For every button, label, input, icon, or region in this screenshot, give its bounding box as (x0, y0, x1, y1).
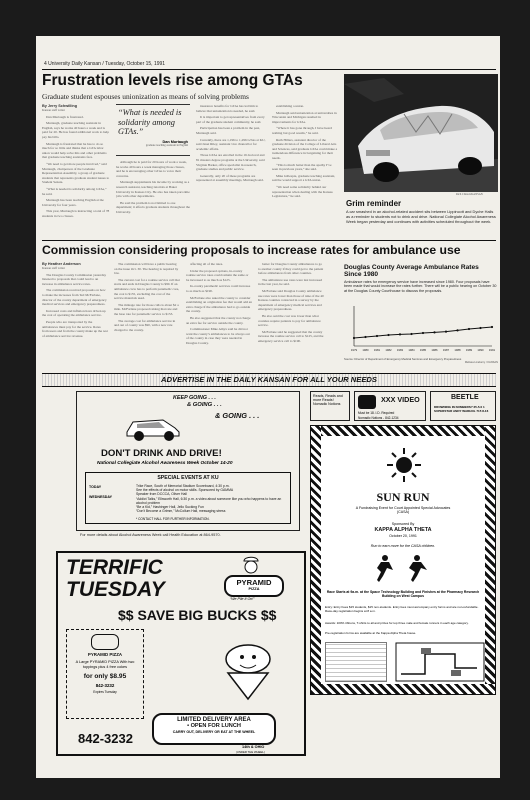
event-item: “Be a Kid,” Hashinger Hall, Jello Sucking Fun (136, 505, 204, 510)
banner-text: ADVERTISE IN THE DAILY KANSAN FOR ALL YOUR NEEDS (161, 375, 377, 384)
coupon-price: for only $8.95 (83, 673, 127, 681)
events-list (136, 484, 286, 513)
newspaper-page (36, 36, 500, 778)
story2-headline: Commission considering proposals to increase rates for ambulance use (42, 243, 461, 257)
chart-x-tick-label: 1988 (454, 347, 461, 352)
events-contact: * CONTACT HALL FOR FURTHER INFORMATION. (136, 517, 210, 521)
chart-x-tick-label: 1987 (442, 347, 450, 352)
coupon-text: A Large PYRAMID PIZZA With two toppings plus 4 free cokes (75, 660, 135, 669)
story1-paragraph: Murtaugh, graduate teaching assistant in English, says he works 40 hours a week and is paid for 20. He has found additional work to help pay his bills. (42, 121, 110, 139)
sun-run-race-line: Race Starts at 9a.m. at the Space Technology Building and Finishes at the Pharmacy Research Building on West Campus (326, 590, 480, 599)
ambulance-rate-chart (344, 264, 498, 364)
pull-quote-role: graduate teaching assistant in English (145, 143, 188, 147)
story1-col1 (42, 104, 110, 237)
reads-ad-text: Reads, Reads and more Reads! Nomadic Notions (313, 394, 343, 407)
chart-point (353, 337, 355, 339)
zigzag-border-top (311, 426, 495, 436)
chef-icon (238, 555, 264, 575)
story2-paragraph: The Douglas County Commission yesterday listened to proposals that could lead to an increase in ambulance service rates. (42, 272, 107, 286)
story1-col4 (272, 104, 338, 232)
story2-paragraph: In-county paramedic services could increase to as much as $190. (186, 284, 251, 293)
chart-point (456, 329, 458, 331)
story1-paragraph: Participation has been a problem in the past, Murtaugh said. (196, 126, 261, 135)
story1-paragraph: Generally, only 20 of these programs are represented at assembly meetings, Murtaugh said. (196, 173, 264, 183)
story1-paragraph: This year, Murtaugh is instructing a total of 78 students in two classes. (42, 209, 110, 218)
chart-point (422, 332, 424, 334)
story2-paragraph: Increased costs and inflation have driven up the cost of operating the ambulance service. (42, 308, 106, 318)
chart-x-tick-label: 1980 (362, 347, 369, 352)
pizza-coupon[interactable] (66, 629, 144, 719)
pizza-headline-2: TUESDAY (66, 578, 165, 601)
story1-byline-role: Kansan staff writer (42, 108, 65, 112)
photo-caption: A car smashed in an alcohol-related accident sits between Lippincott and Dyche Halls as a reminder to students not to drink and drive. National Collegiate Alcohol Awareness Week began yesterday and continues with activities scheduled throughout the week. (346, 209, 496, 224)
chart-x-tick-label: 1986 (431, 347, 438, 352)
chart-point (376, 335, 378, 337)
chart-x-tick-label: 1982 (385, 347, 392, 352)
chart-point (364, 336, 366, 338)
car-wreck-photo (344, 74, 498, 192)
chart-title: Douglas County Average Ambulance Rates Since 1980 (344, 264, 479, 279)
events-today-label: TODAY (89, 485, 102, 489)
zigzag-border-bottom (311, 684, 495, 694)
chart-x-tick-label: 1991 (488, 347, 496, 352)
sun-run-entry-form[interactable] (325, 642, 387, 682)
video-ad-brand: XXX VIDEO (381, 395, 420, 404)
ad-going-1: & GOING . . . (187, 402, 222, 408)
advertise-banner (42, 373, 496, 387)
runners-icon (371, 554, 437, 584)
story1-paragraph: “We need some solidarity behind our representation when dealing with the Kansas Legislature,” he said. (272, 184, 333, 199)
chart-point (479, 327, 481, 329)
story2-paragraph: The commission will have a public hearing on the issue Oct. 30. The hearing is required by law. (114, 262, 179, 276)
ad-headline: DON'T DRINK AND DRIVE! (101, 448, 222, 459)
chart-x-tick-label: 1989 (465, 347, 473, 352)
events-wednesday-label: WEDNESDAY (89, 495, 113, 499)
zigzag-border-right (485, 426, 495, 694)
event-item: Speaker from DCCCA, Oliver Hall (136, 492, 187, 497)
story2-byline: By Heather Anderson (42, 262, 81, 266)
chart-x-tick-label: 1983 (396, 347, 404, 352)
sun-run-date: October 20, 1991 (389, 534, 417, 538)
story1-paragraph: It is important to get representatives from every part of the graduate student community, he said. (196, 115, 265, 124)
delivery-title: LIMITED DELIVERY AREA (177, 717, 251, 723)
video-ad-text-2: Nomadic Notions - 842-1234 (358, 416, 399, 420)
beetle-ad (430, 391, 496, 421)
story2-paragraph: Under the proposed options, in-county routine service rates could remain the same or be increased to as much as $125. (186, 268, 249, 282)
coupon-logo (91, 634, 119, 650)
page-folio: 4 University Daily Kansan / Tuesday, October 15, 1991 (44, 61, 166, 67)
chart-x-tick-label: 1981 (373, 347, 381, 352)
story2-col1 (42, 262, 108, 363)
top-rule (42, 69, 496, 70)
chart-point (445, 330, 447, 332)
pyramid-pizza-ad (56, 551, 306, 756)
story2-paragraph: People who are transported by the ambulances must pay for the service. Rates from users and from the county make up the rest of ambulance service revenue. (42, 319, 108, 338)
pizza-offer: $$ SAVE BIG BUCKS $$ (118, 607, 277, 623)
story1-paragraph: Murtaugh supplements his income by working as a research assistant, teaching tutorials at Baker University in Kansas City. He also has taken part-time jobs with other departments. (116, 180, 190, 199)
ad-going-2: & GOING . . . (215, 411, 260, 420)
sun-run-note: Pre-registration forms are available at the Kappa Alpha Theta house. (325, 631, 417, 635)
pull-quote-name: Dan Murtaugh (162, 139, 188, 144)
pull-quote (116, 104, 190, 156)
story2-col4 (258, 262, 324, 362)
story1-paragraph: Mike Gillespie, graduate teaching assistant, said he would support a GTA union. (272, 173, 336, 183)
chart-point (410, 333, 412, 335)
race-route-map (395, 642, 485, 682)
story1-paragraph: “Where it has gone through, I have heard nothing but good results,” he said. (272, 126, 332, 135)
car-illustration-icon (123, 412, 183, 442)
sun-run-sponsor: KAPPA ALPHA THETA (374, 527, 432, 533)
chart-plot (344, 302, 498, 354)
section-rule (42, 240, 496, 241)
sun-run-tagline: Run to earn more for the CASA children. (370, 544, 436, 548)
story1-paragraph: Ruth Hillers, assistant director of the graduate division of the College of Liberal Arts and Sciences, said graduate GTAs could make a tremendous difference in bargaining for their needs. (272, 137, 338, 160)
story2-paragraph: The mileage rate for those calls is about $2 a mile. McFarlane proposed raising that rate and the base rate for paramedic service to $153. (114, 302, 179, 316)
sun-run-entry: Entry: Entry Fees $15 students, $15 non-students. Entry fees must accompany entry forms and are non-refundable. Race-day registration begins at 8 a.m. (325, 605, 479, 613)
pyramid-logo-sub: PIZZA (248, 587, 260, 591)
chart-x-tick-label: 1984 (408, 347, 415, 352)
chart-credit: Melissa Lineberry / KANSAN (464, 361, 498, 365)
story2-paragraph: The ambulance use rates were last increased in the last year, he said. (258, 277, 323, 287)
story1-paragraph: Dan Murtaugh is frustrated. (46, 114, 84, 119)
coupon-expire: Expires Tuesday (93, 690, 117, 695)
sun-run-awards: Awards: 100% ribbons, T-shirts to all and prizes for top three male and female runners in each age category. (325, 621, 469, 625)
chart-point (433, 331, 435, 333)
pyramid-logo (224, 575, 284, 597)
pizza-address-sub: (UNDER THE WHEEL) (236, 750, 265, 754)
story1-paragraph: “This is much better than the apathy I’ve seen in previous years,” she said. (272, 162, 332, 172)
alcohol-awareness-ad (76, 391, 300, 531)
story1-headline: Frustration levels rise among GTAs (42, 72, 303, 89)
story1-col2 (116, 104, 190, 236)
story1-paragraph: He said the problem is not limited to one department; it affects graduate students throughout the University. (116, 200, 190, 214)
delivery-sub: • OPEN FOR LUNCH (187, 723, 241, 729)
story2-col3 (186, 262, 252, 362)
chart-source: Source: Director of Department of Emergency Medical Services and Emergency Preparedness (344, 356, 462, 361)
event-item: Trike Race, South of Memorial Stadium Scoreboard, 4:30 p.m. (136, 484, 230, 488)
pizza-mascot-icon (208, 629, 288, 707)
story1-paragraph: Currently, there are 1,196 to 1,296 GTAs at KU, said Janet Riley, assistant vice chancellor for academic affairs. (196, 137, 266, 151)
events-title: SPECIAL EVENTS AT KU (157, 475, 219, 481)
chart-description: Ambulance rates for emergency service have increased since 1980. Four proposals have been made that would increase the rates further. There will be a public hearing on October 30 at the Douglas County Courthouse to discuss the proposals. (344, 279, 497, 293)
events-box (85, 472, 291, 524)
sun-run-title: SUN RUN (376, 490, 430, 504)
event-item: “Don't Become a Grimm,” McCollum Hall, messaging stress (136, 509, 226, 514)
pizza-headline-1: TERRIFIC (66, 556, 163, 579)
video-ad-logo (358, 395, 376, 409)
story2-paragraph: He also said the cost was lower than what counties require patients to pay for ambulance service. (258, 313, 321, 328)
xxx-video-ad (354, 391, 426, 421)
delivery-box (152, 713, 276, 745)
pizza-tagline: “We Pile It On!” (230, 597, 255, 601)
story1-paragraph: Murtaugh has been teaching English at the University for four years. (42, 198, 104, 207)
story1-paragraph: “What is needed is solidarity among GTAs,” he said. (42, 186, 107, 196)
story1-byline: By Jerry Schwilling (42, 104, 78, 108)
delivery-carry: CARRY OUT, DELIVERY OR EAT AT THE WHEEL (172, 730, 256, 734)
story2-byline-role: Kansan staff writer (42, 266, 65, 270)
chart-point (468, 328, 470, 330)
coupon-phone: 842-3232 (95, 683, 115, 689)
story1-paragraph: Although he is paid for 20 hours of work a week, he works 40 hours a week managing those classes, and he is encouraging other GTAs to voice their concerns. (116, 160, 187, 178)
beetle-ad-brand: BEETLE (451, 394, 479, 401)
chart-x-tick-label: 1979 (350, 347, 358, 352)
wrecked-car-image (344, 74, 498, 192)
alcohol-ad-footer: For more details about Alcohol Awareness Week call Health Education at 864-9570. (80, 533, 221, 537)
story2-paragraph: McFarlane said Douglas County ambulance use rates were lower than those of nine of the 40 Kansas counties contacted in a survey by the department of emergency medical services and emergency preparedness. (258, 288, 324, 312)
chart-x-tick-label: 1990 (477, 347, 484, 352)
coupon-brand: PYRAMID PIZZA (87, 652, 123, 657)
story2-paragraph: The average cost for ambulance service in and out of county was $90, with a new rate charged to the county. (114, 318, 176, 332)
sun-run-sponsor-label: Sponsored By (391, 522, 415, 526)
story2-col2 (114, 262, 180, 362)
story2-paragraph: The commission received proposals on how to make the increases from Ted McFarlane, director of the county department of emergency medical services and emergency preparedness. (42, 288, 107, 307)
event-item: See the effects of alcohol on motor skills. Sponsored by GAMMA (136, 488, 234, 493)
sun-run-subtitle: A Fundraising Event for Court Appointed Special Advocates (CASA) (355, 506, 451, 515)
story2-paragraph: affecting all of the rates. (190, 262, 223, 266)
ad-keep-going: KEEP GOING . . . (173, 395, 216, 401)
reads-ad (310, 391, 350, 421)
chart-point (491, 326, 493, 328)
pull-quote-text: “What is needed is solidarity among GTAs.” (118, 108, 182, 137)
story1-paragraph: Those GTAs are enrolled in the 16 doctoral and 81 masters degree programs at the University, said Virginia Barker, office specialist in research, graduate studies and public service. (196, 153, 265, 172)
pizza-phone: 842-3232 (78, 731, 133, 746)
photo-caption-title: Grim reminder (346, 199, 402, 208)
sun-run-ad (310, 425, 496, 695)
chart-x-tick-label: 1985 (419, 347, 427, 352)
story1-paragraph: insurance benefits for GTAs has led him to believe that unionization is needed, he said. (196, 104, 259, 113)
story1-paragraph: Murtaugh is frustrated that he has to do so much for so little and thinks that a GTA labor union would help solve this and other problems that graduate teaching assistants face. (42, 141, 107, 160)
sun-icon (385, 446, 423, 484)
pyramid-logo-text: PYRAMID (236, 578, 272, 587)
story2-paragraph: better for Douglas County ambulances to go to another county if they could get to the patient before ambulances from other counties. (258, 262, 324, 276)
zigzag-border-left (311, 426, 321, 694)
story1-paragraph: Murtaugh said unionization at universities in Wisconsin and Michigan resulted in improvements for GTAs. (272, 110, 337, 124)
pizza-address: 14th & OHIO (242, 745, 265, 749)
event-item: “Addict Talks,” Ellsworth Hall, 6:30 p.m. a video about someone like you who happens to have an alcohol problem (136, 496, 282, 505)
story2-paragraph: The current cost for a routine service call that starts and ends in Douglas County is $90. If an ambulance crew has to perform paramedic care, the cost is $135, excluding the cost of the service materials used. (114, 277, 180, 301)
story2-paragraph: He also suggested that the county not charge an extra fee for service outside the county. (186, 315, 251, 325)
story2-paragraph: Commissioner Mike Amyx said he did not want the county’s ambulances to be always out of the county in case they were needed in Douglas County. (186, 327, 250, 345)
story1-paragraph: “We need to get more people involved,” said Murtaugh, chairperson of the Graduate Representation Assembly, a group of graduate students that represents graduate student issues to Student Senate. (42, 161, 110, 185)
story1-col3 (196, 104, 266, 232)
ad-subline: National Collegiate Alcohol Awareness Week October 14-20 (97, 461, 233, 466)
beetle-ad-text: DROWNING IN NUMBERS? 25-5-0 1 SUPERSTAR ANDY WARHOL 715 8-16 (434, 405, 489, 413)
chart-point (387, 334, 389, 336)
story2-paragraph: McFarlane said he suggested that the county increase the routine service call to $125, and the emergency service call to $190. (258, 329, 324, 343)
story2-paragraph: McFarlane also asked the county to consider establishing an origination fee that would add an extra charge if the ambulance had to go outside the county. (186, 295, 252, 314)
story1-subhead: Graduate student espouses unionization as means of solving problems (42, 92, 249, 101)
video-ad-text: Must be 18. I.D. Required (358, 411, 395, 415)
photo-credit: Rich Clinton/KANSAN (456, 193, 483, 196)
chart-point (399, 333, 401, 335)
story1-paragraph: establishing a union. (276, 104, 304, 108)
